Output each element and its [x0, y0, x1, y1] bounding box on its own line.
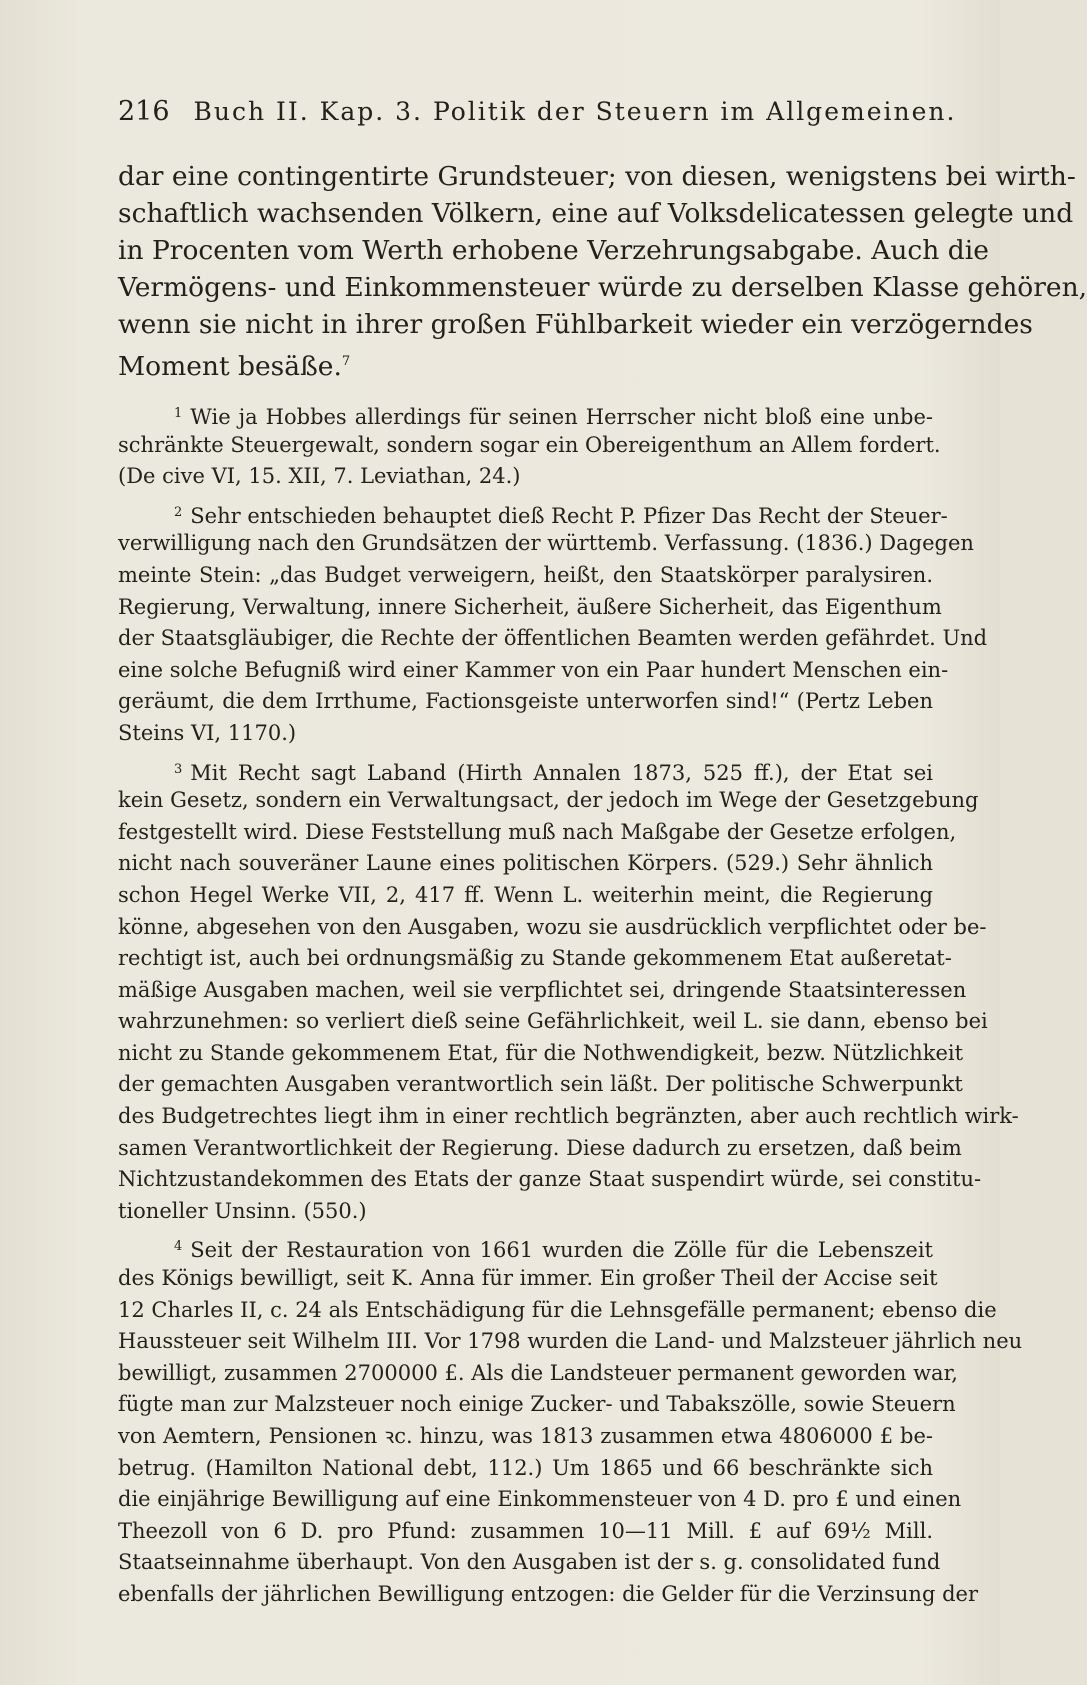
footnote-line: des Königs bewilligt, seit K. Anna für immer. Ein großer Theil der Accise seit	[118, 1266, 938, 1291]
footnote-line: ebenfalls der jährlichen Bewilligung entzogen: die Gelder für die Verzinsung der	[118, 1581, 978, 1606]
footnote-line: mäßige Ausgaben machen, weil sie verpflichtet sei, dringende Staatsinteressen	[118, 977, 967, 1002]
footnote-line: wahrzunehmen: so verliert dieß seine Gefährlichkeit, weil L. sie dann, ebenso bei	[118, 1009, 988, 1034]
footnote-line: des Budgetrechtes liegt ihm in einer rechtlich begränzten, aber auch rechtlich wirk-	[118, 1104, 1019, 1129]
footnote-line: rechtigt ist, auch bei ordnungsmäßig zu Stande gekommenem Etat außeretat-	[118, 946, 952, 971]
footnote-line: betrug. (Hamilton National debt, 112.) Um 1865 und 66 beschränkte sich	[118, 1455, 933, 1480]
footnote-line: (De cive VI, 15. XII, 7. Leviathan, 24.)	[118, 464, 521, 489]
footnote-line: der gemachten Ausgaben verantwortlich sein läßt. Der politische Schwerpunkt	[118, 1072, 963, 1097]
footnote-line: samen Verantwortlichkeit der Regierung. Diese dadurch zu ersetzen, daß beim	[118, 1135, 962, 1160]
footnote-line: 12 Charles II, c. 24 als Entschädigung für die Lehnsgefälle permanent; ebenso die	[118, 1297, 997, 1322]
footnote-line: eine solche Befugniß wird einer Kammer von ein Paar hundert Menschen ein-	[118, 657, 949, 682]
footnote-number: 3	[174, 761, 183, 777]
footnote-line: schon Hegel Werke VII, 2, 417 ff. Wenn L. weiterhin meint, die Regierung	[118, 882, 933, 907]
footnote-line	[118, 497, 948, 529]
footnote-line: geräumt, die dem Irrthume, Factionsgeiste unterworfen sind!“ (Pertz Leben	[118, 689, 933, 714]
footnote-text: Mit Recht sagt Laband (Hirth Annalen 1873, 525 ff.), der Etat sei	[190, 760, 933, 785]
text-line: Vermögens- und Einkommensteuer würde zu derselben Klasse gehören,	[118, 272, 1087, 303]
footnote-text: Sehr entschieden behauptet dieß Recht P. Pfizer Das Recht der Steuer-	[190, 503, 948, 528]
footnote-1	[118, 398, 941, 493]
footnote-line: Theezoll von 6 D. pro Pfund: zusammen 10—11 Mill. £ auf 69½ Mill.	[118, 1518, 933, 1543]
footnote-line: Staatseinnahme überhaupt. Von den Ausgaben ist der s. g. consolidated fund	[118, 1550, 941, 1575]
footnote-line: von Aemtern, Pensionen ꝛc. hinzu, was 1813 zusammen etwa 4806000 £ be-	[118, 1424, 933, 1448]
footnote-line: die einjährige Bewilligung auf eine Einkommensteuer von 4 D. pro £ und einen	[118, 1487, 962, 1512]
page-number: 216	[118, 96, 170, 127]
text-line: dar eine contingentirte Grundsteuer; von diesen, wenigstens bei wirth-	[118, 161, 1076, 192]
text-line: wenn sie nicht in ihrer großen Fühlbarkeit wieder ein verzögerndes	[118, 309, 1033, 340]
footnote-line: Nichtzustandekommen des Etats der ganze Staat suspendirt würde, sei constitu-	[118, 1167, 982, 1192]
footnote-line: schränkte Steuergewalt, sondern sogar ein Obereigenthum an Allem fordert.	[118, 432, 941, 457]
text-line: schaftlich wachsenden Völkern, eine auf Volksdelicatessen gelegte und	[118, 198, 1074, 229]
footnote-line: tioneller Unsinn. (550.)	[118, 1198, 367, 1223]
footnote-number: 1	[174, 406, 183, 421]
footnote-line	[118, 754, 933, 786]
footnote-text: Wie ja Hobbes allerdings für seinen Herrscher nicht bloß eine unbe-	[190, 405, 933, 429]
footnote-line: nicht nach souveräner Laune eines politischen Körpers. (529.) Sehr ähnlich	[118, 851, 933, 876]
footnote-text: Seit der Restauration von 1661 wurden die Zölle für die Lebenszeit	[190, 1238, 933, 1263]
footnote-line: nicht zu Stande gekommenem Etat, für die Nothwendigkeit, bezw. Nützlichkeit	[118, 1040, 964, 1065]
footnote-number: 2	[174, 504, 183, 520]
text-line-last	[118, 343, 933, 380]
footnote-line: Regierung, Verwaltung, innere Sicherheit, äußere Sicherheit, das Eigenthum	[118, 594, 942, 619]
footnote-line: der Staatsgläubiger, die Rechte der öffentlichen Beamten werden gefährdet. Und	[118, 626, 988, 651]
footnote-2	[118, 497, 988, 750]
footnote-line: fügte man zur Malzsteuer noch einige Zucker- und Tabakszölle, sowie Steuern	[118, 1392, 956, 1417]
footnote-line: festgestellt wird. Diese Feststellung muß nach Maßgabe der Gesetze erfolgen,	[118, 819, 957, 844]
footnote-mark: 7	[341, 354, 351, 369]
footnote-line: Steins VI, 1170.)	[118, 720, 297, 745]
body-text	[118, 158, 1087, 382]
footnote-4	[118, 1231, 1023, 1610]
text-line: in Procenten vom Werth erhobene Verzehrungsabgabe. Auch die	[118, 235, 989, 266]
footnote-line: verwilligung nach den Grundsätzen der württemb. Verfassung. (1836.) Dagegen	[118, 531, 974, 556]
footnote-line: bewilligt, zusammen 2700000 £. Als die Landsteuer permanent geworden war,	[118, 1360, 958, 1385]
footnote-number: 4	[174, 1239, 183, 1255]
footnote-line	[118, 398, 933, 430]
footnotes	[118, 398, 1023, 1615]
running-header	[118, 96, 957, 136]
footnote-line	[118, 1231, 933, 1263]
running-title: Buch II. Kap. 3. Politik der Steuern im Allgemeinen.	[193, 97, 957, 126]
footnote-line: kein Gesetz, sondern ein Verwaltungsact, der jedoch im Wege der Gesetzgebung	[118, 788, 979, 813]
footnote-line: Haussteuer seit Wilhelm III. Vor 1798 wurden die Land- und Malzsteuer jährlich neu	[118, 1329, 1023, 1354]
footnote-line: könne, abgesehen von den Ausgaben, wozu sie ausdrücklich verpflichtet oder be-	[118, 914, 987, 939]
text-fragment: Moment besäße.	[118, 351, 342, 382]
footnote-3	[118, 754, 1019, 1228]
footnote-line: meinte Stein: „das Budget verweigern, heißt, den Staatskörper paralysiren.	[118, 562, 933, 587]
